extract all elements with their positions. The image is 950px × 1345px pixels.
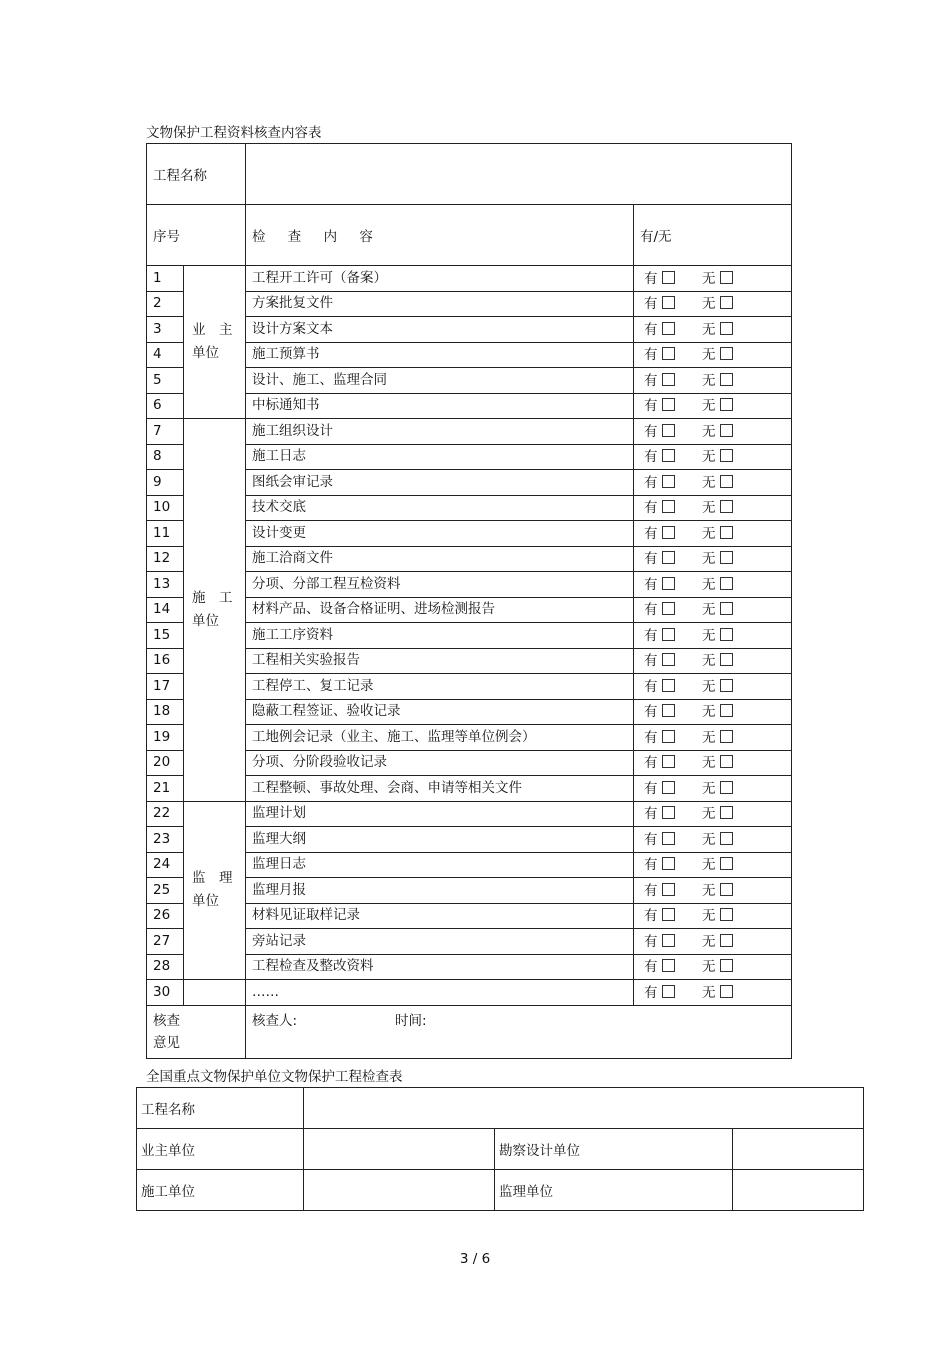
yes-checkbox[interactable] [662,500,675,513]
unit-cell [184,419,246,802]
seq-header: 序号 [147,205,246,266]
yes-label: 有 [644,755,658,771]
item-number: 3 [147,317,184,343]
item-number: 2 [147,291,184,317]
item-number: 19 [147,725,184,751]
page-number: 3 / 6 [459,1251,491,1267]
item-content: 施工工序资料 [246,623,634,649]
no-checkbox[interactable] [720,883,733,896]
yes-no-cell [634,852,792,878]
no-checkbox[interactable] [720,551,733,564]
yes-no-cell [634,393,792,419]
yes-checkbox[interactable] [662,704,675,717]
remark-content[interactable] [246,1005,792,1058]
no-label: 无 [702,729,716,746]
yes-label: 有 [644,270,658,287]
item-number: 25 [147,878,184,904]
no-checkbox[interactable] [720,934,733,947]
yes-label: 有 [644,806,658,822]
item-content: 设计、施工、监理合同 [246,368,634,394]
yes-no-cell [634,750,792,776]
no-label: 无 [702,678,716,695]
item-number: 4 [147,342,184,368]
yes-label: 有 [644,449,658,465]
yes-checkbox[interactable] [662,526,675,539]
no-label: 无 [702,474,716,491]
owner-unit-label: 业主单位 [137,1129,304,1170]
yes-checkbox[interactable] [662,755,675,768]
unit-name-line2: 单位 [192,345,219,361]
yes-no-cell [634,521,792,547]
yes-no-cell [634,266,792,292]
item-content: 工程开工许可（备案） [246,266,634,292]
no-checkbox[interactable] [720,755,733,768]
item-content: 工程检查及整改资料 [246,954,634,980]
yes-no-cell [634,776,792,802]
no-checkbox[interactable] [720,857,733,870]
no-label: 无 [702,755,716,771]
yes-no-cell [634,291,792,317]
yes-label: 有 [644,551,658,567]
no-label: 无 [702,882,716,899]
yes-label: 有 [644,729,658,746]
no-checkbox[interactable] [720,602,733,615]
yes-checkbox[interactable] [662,347,675,360]
yes-no-header: 有/无 [634,205,792,266]
yes-no-cell [634,878,792,904]
no-checkbox[interactable] [720,806,733,819]
yes-label: 有 [644,398,658,414]
item-number: 6 [147,393,184,419]
item-number: 27 [147,929,184,955]
yes-checkbox[interactable] [662,602,675,615]
yes-checkbox[interactable] [662,934,675,947]
no-checkbox[interactable] [720,959,733,972]
yes-label: 有 [644,933,658,950]
no-checkbox[interactable] [720,373,733,386]
table-row [147,980,792,1006]
item-number: 15 [147,623,184,649]
yes-checkbox[interactable] [662,577,675,590]
no-checkbox[interactable] [720,271,733,284]
yes-label: 有 [644,678,658,695]
table-row [147,266,792,292]
no-label: 无 [702,576,716,593]
yes-label: 有 [644,500,658,516]
item-content: …… [246,980,634,1006]
item-number: 21 [147,776,184,802]
checker-label: 核查人: [252,1012,298,1029]
table-row [147,801,792,827]
no-label: 无 [702,831,716,848]
unit-name-line1: 施 工 [192,589,233,606]
item-number: 9 [147,470,184,496]
item-number: 7 [147,419,184,445]
yes-no-cell [634,597,792,623]
no-checkbox[interactable] [720,781,733,794]
item-content: 工程相关实验报告 [246,648,634,674]
no-checkbox[interactable] [720,704,733,717]
no-label: 无 [702,857,716,873]
remark-row [147,1005,792,1058]
no-label: 无 [702,372,716,389]
project-name-value[interactable] [246,144,792,205]
yes-checkbox[interactable] [662,832,675,845]
yes-checkbox[interactable] [662,857,675,870]
yes-no-cell [634,419,792,445]
construction-unit-label: 施工单位 [137,1170,304,1211]
item-content: 工程整顿、事故处理、会商、申请等相关文件 [246,776,634,802]
item-number: 18 [147,699,184,725]
no-checkbox[interactable] [720,832,733,845]
supervision-unit-label: 监理单位 [495,1170,733,1211]
no-label: 无 [702,551,716,567]
item-number: 22 [147,801,184,827]
item-content: 监理计划 [246,801,634,827]
item-content: 工地例会记录（业主、施工、监理等单位例会） [246,725,634,751]
no-checkbox[interactable] [720,449,733,462]
item-content: 施工组织设计 [246,419,634,445]
yes-checkbox[interactable] [662,271,675,284]
table2-title: 全国重点文物保护单位文物保护工程检查表 [146,1069,403,1085]
item-content: 施工预算书 [246,342,634,368]
yes-checkbox[interactable] [662,730,675,743]
yes-checkbox[interactable] [662,322,675,335]
content-header: 检 查 内 容 [246,205,634,266]
unit-cell [184,266,246,419]
t2-project-name-value[interactable] [304,1088,864,1129]
item-content: 方案批复文件 [246,291,634,317]
no-checkbox[interactable] [720,985,733,998]
no-label: 无 [702,653,716,669]
item-content: 监理月报 [246,878,634,904]
table1-title: 文物保护工程资料核查内容表 [146,125,322,141]
item-content: 设计方案文本 [246,317,634,343]
no-label: 无 [702,908,716,924]
supervision-unit-value[interactable] [733,1170,864,1211]
item-number: 13 [147,572,184,598]
yes-label: 有 [644,372,658,389]
yes-checkbox[interactable] [662,679,675,692]
yes-checkbox[interactable] [662,628,675,641]
item-number: 17 [147,674,184,700]
no-checkbox[interactable] [720,322,733,335]
yes-label: 有 [644,984,658,1001]
inspection-content-table [146,143,792,1059]
yes-checkbox[interactable] [662,653,675,666]
yes-checkbox[interactable] [662,883,675,896]
no-label: 无 [702,704,716,720]
no-label: 无 [702,806,716,822]
item-number: 16 [147,648,184,674]
no-checkbox[interactable] [720,908,733,921]
no-checkbox[interactable] [720,730,733,743]
survey-unit-value[interactable] [733,1129,864,1170]
yes-checkbox[interactable] [662,449,675,462]
yes-label: 有 [644,474,658,491]
no-label: 无 [702,347,716,363]
yes-label: 有 [644,959,658,975]
no-label: 无 [702,959,716,975]
t2-project-name-label: 工程名称 [137,1088,304,1129]
item-content: 工程停工、复工记录 [246,674,634,700]
yes-no-cell [634,827,792,853]
yes-label: 有 [644,908,658,924]
unit-name-line2: 单位 [192,612,219,629]
yes-label: 有 [644,831,658,848]
yes-no-cell [634,342,792,368]
item-content: 设计变更 [246,521,634,547]
no-checkbox[interactable] [720,424,733,437]
no-checkbox[interactable] [720,577,733,590]
yes-checkbox[interactable] [662,985,675,998]
yes-label: 有 [644,704,658,720]
remark-label [147,1005,246,1058]
item-number: 8 [147,444,184,470]
no-label: 无 [702,602,716,618]
yes-label: 有 [644,423,658,440]
yes-checkbox[interactable] [662,296,675,309]
yes-label: 有 [644,525,658,542]
table-row [147,419,792,445]
yes-label: 有 [644,321,658,338]
yes-label: 有 [644,882,658,899]
item-number: 20 [147,750,184,776]
yes-no-cell [634,954,792,980]
yes-label: 有 [644,296,658,312]
yes-no-cell [634,470,792,496]
item-content: 材料见证取样记录 [246,903,634,929]
item-content: 施工洽商文件 [246,546,634,572]
unit-cell-empty [184,980,246,1006]
no-label: 无 [702,780,716,797]
item-number: 12 [147,546,184,572]
no-label: 无 [702,525,716,542]
item-content: 监理大纲 [246,827,634,853]
item-number: 14 [147,597,184,623]
no-checkbox[interactable] [720,653,733,666]
item-content: 技术交底 [246,495,634,521]
yes-no-cell [634,801,792,827]
yes-no-cell [634,623,792,649]
no-checkbox[interactable] [720,628,733,641]
unit-name-line1: 业 主 [192,322,233,339]
no-label: 无 [702,423,716,440]
yes-no-cell [634,572,792,598]
no-label: 无 [702,500,716,516]
yes-label: 有 [644,627,658,644]
yes-no-cell [634,903,792,929]
remark-label-line1: 核查 [153,1012,180,1029]
item-content: 监理日志 [246,852,634,878]
yes-no-cell [634,317,792,343]
no-checkbox[interactable] [720,398,733,411]
yes-checkbox[interactable] [662,959,675,972]
item-number: 23 [147,827,184,853]
no-checkbox[interactable] [720,296,733,309]
project-name-label: 工程名称 [147,144,246,205]
item-number: 1 [147,266,184,292]
yes-label: 有 [644,780,658,797]
survey-unit-label: 勘察设计单位 [495,1129,733,1170]
yes-no-cell [634,980,792,1006]
item-content: 材料产品、设备合格证明、进场检测报告 [246,597,634,623]
yes-label: 有 [644,857,658,873]
yes-label: 有 [644,347,658,363]
unit-name-line1: 监 理 [192,870,233,887]
no-label: 无 [702,933,716,950]
item-number: 24 [147,852,184,878]
item-number: 26 [147,903,184,929]
no-label: 无 [702,321,716,338]
construction-unit-value[interactable] [304,1170,495,1211]
no-checkbox[interactable] [720,475,733,488]
yes-no-cell [634,444,792,470]
unit-name-line2: 单位 [192,893,219,910]
item-content: 施工日志 [246,444,634,470]
item-content: 中标通知书 [246,393,634,419]
yes-label: 有 [644,602,658,618]
no-label: 无 [702,449,716,465]
item-number: 5 [147,368,184,394]
yes-no-cell [634,725,792,751]
item-number: 30 [147,980,184,1006]
yes-checkbox[interactable] [662,551,675,564]
no-checkbox[interactable] [720,526,733,539]
yes-checkbox[interactable] [662,806,675,819]
item-content: 分项、分阶段验收记录 [246,750,634,776]
item-content: 分项、分部工程互检资料 [246,572,634,598]
unit-cell [184,801,246,980]
item-content: 隐蔽工程签证、验收记录 [246,699,634,725]
yes-checkbox[interactable] [662,398,675,411]
yes-no-cell [634,495,792,521]
no-label: 无 [702,984,716,1001]
project-inspection-table [136,1087,864,1211]
no-checkbox[interactable] [720,347,733,360]
yes-no-cell [634,674,792,700]
yes-checkbox[interactable] [662,424,675,437]
yes-checkbox[interactable] [662,908,675,921]
item-number: 11 [147,521,184,547]
yes-no-cell [634,648,792,674]
no-label: 无 [702,270,716,287]
yes-no-cell [634,699,792,725]
yes-label: 有 [644,653,658,669]
yes-checkbox[interactable] [662,373,675,386]
yes-label: 有 [644,576,658,593]
time-label: 时间: [395,1012,427,1029]
yes-no-cell [634,546,792,572]
item-content: 旁站记录 [246,929,634,955]
no-checkbox[interactable] [720,679,733,692]
item-number: 28 [147,954,184,980]
no-label: 无 [702,398,716,414]
remark-label-line2: 意见 [153,1035,180,1052]
yes-no-cell [634,368,792,394]
no-checkbox[interactable] [720,500,733,513]
yes-checkbox[interactable] [662,475,675,488]
item-number: 10 [147,495,184,521]
yes-no-cell [634,929,792,955]
no-label: 无 [702,627,716,644]
item-content: 图纸会审记录 [246,470,634,496]
owner-unit-value[interactable] [304,1129,495,1170]
no-label: 无 [702,296,716,312]
yes-checkbox[interactable] [662,781,675,794]
